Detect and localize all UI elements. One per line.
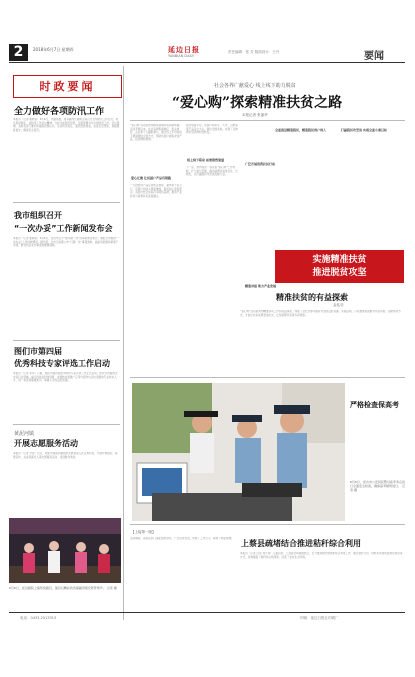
feature-subhead: 爱心汇聚 让贫困户产品有销路 — [131, 176, 172, 180]
story-title: 我市组织召开 — [14, 211, 62, 220]
bottom-title: 上蔡县疏堵结合推进秸秆综合利用 — [241, 539, 361, 548]
section-title: 要闻 — [364, 51, 384, 62]
feature-byline: 本报记者 张丽华 — [242, 113, 268, 117]
footer-left: 电话：0433-2513313 — [20, 616, 57, 620]
masthead-sub: YANBIAN DAILY — [168, 54, 195, 58]
police-inspection-image — [132, 383, 345, 521]
divider — [130, 524, 405, 525]
story-title: 图们市第四届 — [14, 347, 62, 356]
story-body: 本报讯（记者 崔晓东）6月6日，州委常委、常务副州长崔明主持召开全州防汛工作会议，传达贯彻国家、省防汛工作会议精神，分析当前防汛形势，安排部署今年全州防汛工作。会议强调，各地各部门要切实提高思想认识，压实防汛责任，强化隐患排查，完善应急预案，加强值班值守，确保安全度汛。 — [13, 118, 120, 132]
feature-kicker: 社会各界广献爱心 线上线下助力脱贫 — [214, 83, 296, 89]
photo-caption: 6月6日，延边剧院上演传统剧目，演员们精彩的表演赢得观众阵阵掌声。 记者 摄 — [9, 586, 117, 590]
masthead: 延边日报 — [168, 46, 200, 54]
story-title: 开展志愿服务活动 — [14, 439, 78, 448]
feature-subhead: 精准对接 助力产业发展 — [245, 284, 277, 288]
feature-quote: 打赢脱贫攻坚战 实现全面小康目标 — [341, 128, 388, 132]
feature-body: 一大批农特产品走进机关食堂、超市和千家万户，贫困户的收入明显增加，脱贫信心更加坚定。各县市结合实际打造特色品牌，推动产业扶贫与消费扶贫深度融合。 — [130, 184, 182, 198]
continued-kicker: 【上接第一版】 — [131, 530, 156, 534]
divider — [13, 202, 120, 203]
opera-stage-image — [9, 518, 121, 583]
commentary-body: “爱心购”活动是我州精准扶贫工作的有益探索，体现了全社会参与脱贫攻坚的良好氛围。实践证明，只有聚焦贫困群众所需所盼，创新帮扶方式，才能让扶贫成果更加扎实，让贫困群众有更多获得感。 — [240, 310, 401, 317]
feature-body: “爱心购”活动是我州探索消费扶贫的新举措。活动开展以来，社会各界积极响应，机关单位、企业和个人踊跃参与，通过线上平台和线下展销相结合的方式，帮助贫困户销售农特产品，拓宽增收渠道。 — [130, 124, 182, 142]
column-divider — [123, 66, 124, 620]
news-banner: 时政要闻 — [13, 75, 122, 98]
photo-caption: 6月6日，延吉市公安局民警对高考考点进行全面安全检查，确保高考顺利进行。 记者 摄 — [350, 480, 405, 492]
feature-quote: 全面推进精准脱贫，精准脱贫到户到人 — [275, 128, 327, 132]
story-title: “一次办妥”工作新闻发布会 — [14, 224, 113, 233]
slogan-box — [275, 250, 404, 283]
bottom-body: 本报讯（记者 白涛 刘大伟）入夏以来，上蔡县坚持疏堵结合，全力推进秸秆禁烧和综合利用工作，通过秸秆还田、饲料化利用和能源化利用等方式，有效提高了秸秆综合利用率，改善了农村生态环境。 — [240, 552, 403, 559]
feature-subhead: 线上线下联动 拓宽销售渠道 — [187, 158, 225, 162]
feature-title: “爱心购”探索精准扶贫之路 — [172, 95, 343, 111]
story-body: 本报讯（记者 崔晓东）6月6日，延吉市召开“最多跑一次”改革新闻发布会，通报全市推进“一次办妥”工作进展情况。据介绍，全市已梳理公布“只跑一次”事项清单，涵盖审批服务事项千余项，群众和企业办事更加便捷高效。 — [13, 237, 120, 248]
date-line: 2018年6月7日 星期四 — [33, 47, 74, 52]
slogan-line: 实施精准扶贫 — [312, 255, 367, 265]
slogan-line: 推进脱贫攻坚 — [312, 268, 367, 278]
continued-body: 活动期间，各级各部门强化组织领导，广泛宣传发动，形成了工作合力，取得了明显成效。 — [130, 537, 234, 540]
exam-photo — [132, 383, 345, 521]
story-body: 本报讯（记者 李华）日前，图们市第四届优秀科技专家评选工作正式启动。此次评选面向全市各行业领域，重点选拔在科技创新、成果转化和推广应用方面作出突出贡献的专业技术人才，进一步营造尊重知识、尊重人才的良好氛围。 — [13, 372, 118, 383]
divider — [130, 377, 405, 378]
header-rule — [9, 62, 405, 63]
story-title: 优秀科技专家评选工作启动 — [14, 359, 110, 368]
divider — [13, 424, 120, 425]
opera-photo — [9, 518, 121, 583]
page-number: 2 — [9, 44, 28, 61]
commentary-title: 精准扶贫的有益探索 — [276, 293, 348, 302]
photo-title: 严格检查保高考 — [350, 401, 399, 409]
divider — [130, 120, 405, 121]
footer-rule — [9, 612, 405, 613]
story-body: 本报讯（记者 尹虎）近日，敦化市黄泥河镇组织志愿者深入社区和村屯，开展环境整治、政策宣传、关爱孤寡老人等志愿服务活动，受到群众欢迎。 — [13, 452, 118, 459]
footer-right: 印刷：延边日报社印刷厂 — [300, 616, 339, 620]
editor-line: 责任编辑：张 芳 版面设计：王丹 — [228, 50, 280, 54]
story-title: 全力做好各项防汛工作 — [14, 107, 105, 117]
feature-subhead: 广泛开展消费扶贫行动 — [245, 162, 276, 166]
commentary-byline: 金兆羽 — [333, 303, 344, 307]
feature-body: 下一步，我州将进一步完善“爱心购”工作机制，扩大参与范围，推动消费扶贫常态化、长效化，为打赢脱贫攻坚战贡献力量。 — [186, 166, 238, 177]
story-kicker: 黄泥河镇 — [14, 431, 35, 437]
feature-body: 依托电商平台，贫困户的木耳、大米、山野菜等产品走出大山，销往全国各地，实现了从种得好到卖得好的转变。 — [186, 124, 238, 135]
divider — [13, 340, 120, 341]
